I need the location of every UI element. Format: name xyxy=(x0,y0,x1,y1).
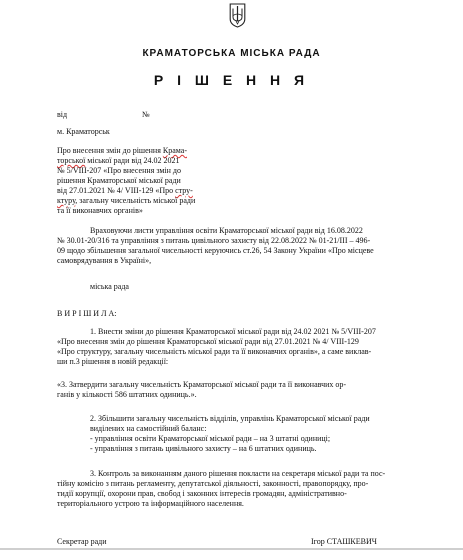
item-2-line: 2. Збільшити загальну чисельність відділів, управлінь Краматорської міської ради xyxy=(90,414,370,423)
decision-title: Р І Ш Е Н Н Я xyxy=(153,72,310,88)
preamble-line: № 30.01-20/316 та управління з питань цивільного захисту від 22.08.2022 № 01-21/ІІІ – 496- xyxy=(57,236,371,245)
subject-line: ктуру, загальну чисельність міської ради xyxy=(57,196,196,205)
subject-line: рішення Краматорської міської ради xyxy=(57,176,181,185)
item-1-line: ши п.3 рішення в новій редакції: xyxy=(57,357,169,366)
item-2-line: виділених на самостійний баланс: xyxy=(90,424,207,433)
signature-name: Ігор СТАШКЕВИЧ xyxy=(311,537,377,546)
city-council-name: КРАМАТОРСЬКА МІСЬКА РАДА xyxy=(142,48,321,59)
subject-line: та її виконавчих органів» xyxy=(57,206,143,215)
place-label: м. Краматорськ xyxy=(57,127,110,136)
page-bottom-divider xyxy=(0,548,463,550)
council-label: міська рада xyxy=(90,282,129,291)
item-1-line: «Про внесення змін до рішення Краматорської міської ради від 27.01.2021 № 4/ VIII-129 xyxy=(57,337,359,346)
subject-line: № 5/VIII-207 «Про внесення змін до xyxy=(57,166,181,175)
item-3-line: територіального устрою та інформаційного населення. xyxy=(57,499,244,508)
item-3-line: тидії корупції, охорони прав, свобод і законних інтересів громадян, адміністративно- xyxy=(57,489,347,498)
preamble-line: Враховуючи листи управління освіти Краматорської міської ради від 16.08.2022 xyxy=(90,226,363,235)
item-1-line: «Про структуру, загальну чисельність міської ради та її виконавчих органів», а саме виклав- xyxy=(57,347,372,356)
subject-line: Про внесення змін до рішення Крама- xyxy=(57,146,187,155)
subject-line: торської міської ради від 24.02 2021 xyxy=(57,156,180,165)
quote-line: ганів у кількості 586 штатних одиниць.». xyxy=(57,390,197,399)
preamble-line: самоврядування в Україні», xyxy=(57,256,152,265)
preamble-line: 09 щодо збільшення загальної чисельності керуючись ст.26, 54 Закону України «Про місцеве xyxy=(57,246,374,255)
subject-line: від 27.01.2021 № 4/ VIII-129 «Про стру- xyxy=(57,186,193,195)
item-2-bullet: - управління освіти Краматорської міської ради – на 3 штатні одиниці; xyxy=(90,434,331,443)
signature-role: Секретар ради xyxy=(57,537,107,546)
item-3-line: 3. Контроль за виконанням даного рішення покласти на секретаря міської ради та пос- xyxy=(90,469,386,478)
resolved-label: В И Р І Ш И Л А: xyxy=(57,309,117,318)
date-label: від xyxy=(57,110,68,119)
item-3-line: тійну комісію з питань регламенту, депутатської діяльності, законності, правопорядку, про- xyxy=(57,479,369,488)
trident-emblem xyxy=(229,2,246,28)
item-1-line: 1. Внести зміни до рішення Краматорської міської ради від 24.02 2021 № 5/VIII-207 xyxy=(90,327,376,336)
number-label: № xyxy=(142,110,150,119)
item-2-bullet: - управління з питань цивільного захисту – на 6 штатних одиниць. xyxy=(90,444,317,453)
quote-line: «3. Затвердити загальну чисельність Краматорської міської ради та її виконавчих ор- xyxy=(57,380,347,389)
